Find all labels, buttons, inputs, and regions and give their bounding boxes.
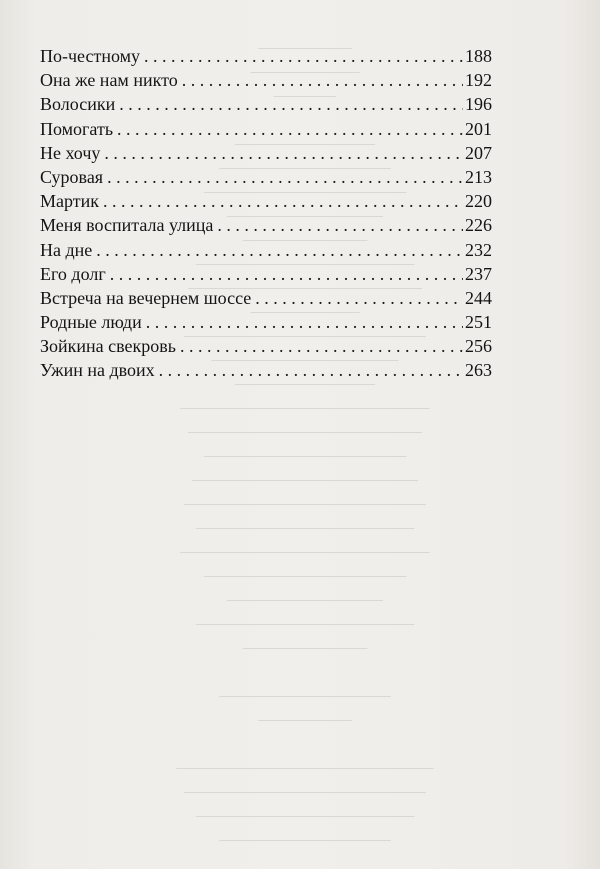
toc-entry-page-number: 256 [465, 336, 492, 357]
toc-entry-title: Не хочу [40, 142, 101, 163]
toc-entry [40, 358, 492, 382]
toc-entry-title: Ужин на двоих [40, 360, 155, 381]
toc-entry [40, 262, 492, 286]
toc-entry-page-number: 244 [465, 287, 492, 308]
toc-dot-leader [159, 358, 463, 382]
toc-dot-leader [217, 213, 463, 237]
toc-entry-page-number: 226 [465, 215, 492, 236]
toc-entry-page-number: 196 [465, 94, 492, 115]
toc-entry-page-number: 251 [465, 312, 492, 333]
toc-dot-leader [103, 189, 463, 213]
toc-entry-page-number: 207 [465, 142, 492, 163]
toc-entry [40, 286, 492, 310]
toc-entry [40, 92, 492, 116]
toc-entry [40, 68, 492, 92]
toc-dot-leader [107, 165, 463, 189]
toc-entry [40, 189, 492, 213]
toc-dot-leader [117, 117, 463, 141]
toc-entry [40, 141, 492, 165]
toc-entry-title: Волосики [40, 94, 116, 115]
toc-entry-title: Она же нам никто [40, 70, 178, 91]
toc-dot-leader [96, 238, 463, 262]
toc-entry-title: На дне [40, 239, 93, 260]
toc-entry-page-number: 220 [465, 191, 492, 212]
toc-entry-title: Родные люди [40, 312, 142, 333]
toc-entry-page-number: 237 [465, 263, 492, 284]
toc-dot-leader [255, 286, 463, 310]
table-of-contents [40, 44, 492, 383]
toc-entry [40, 213, 492, 237]
toc-entry [40, 165, 492, 189]
toc-entry [40, 238, 492, 262]
toc-dot-leader [182, 68, 463, 92]
toc-entry-page-number: 232 [465, 239, 492, 260]
toc-entry-page-number: 201 [465, 118, 492, 139]
toc-entry-page-number: 188 [465, 46, 492, 66]
toc-dot-leader [146, 310, 463, 334]
toc-entry-title: Помогать [40, 118, 114, 139]
toc-entry [40, 117, 492, 141]
toc-entry [40, 310, 492, 334]
toc-entry [40, 44, 492, 68]
toc-dot-leader [119, 92, 463, 116]
toc-entry [40, 334, 492, 358]
toc-entry-title: Суровая [40, 166, 104, 187]
toc-dot-leader [180, 334, 463, 358]
toc-entry-title: Мартик [40, 191, 100, 212]
bleed-through-texture: ──────────── ────────────── ──────── ────────────────── ────────────────────── ────────────────────────── ──────────────────── ──────────────── ──────────────────────────── ────────────────────────────── ────────────── ─────────────────────────────── ──────────────────────── ────────────────── ──────────────────────────────── ────────────────────────────── ────────────────────────── ───────────────────────────── ─────────────────────────────── ──────────────────────────── ──────────────────────────────── ────────────────────────── ──────────────────── ──────────────────────────── ──────────────── ────────────────────── ──────────── ───────────────────────────────── ─────────────────────────────── ──────────────────────────── ────────────────────── [176, 43, 434, 847]
toc-entry-page-number: 263 [465, 360, 492, 381]
toc-entry-title: Зойкина свекровь [40, 336, 176, 357]
toc-dot-leader [144, 44, 463, 68]
toc-dot-leader [110, 262, 463, 286]
toc-entry-page-number: 213 [465, 166, 492, 187]
toc-entry-title: Встреча на вечернем шоссе [40, 287, 252, 308]
toc-entry-title: Меня воспитала улица [40, 215, 214, 236]
toc-entry-title: По-честному [40, 46, 141, 66]
toc-entry-title: Его долг [40, 263, 106, 284]
toc-entry-page-number: 192 [465, 70, 492, 91]
toc-dot-leader [104, 141, 463, 165]
